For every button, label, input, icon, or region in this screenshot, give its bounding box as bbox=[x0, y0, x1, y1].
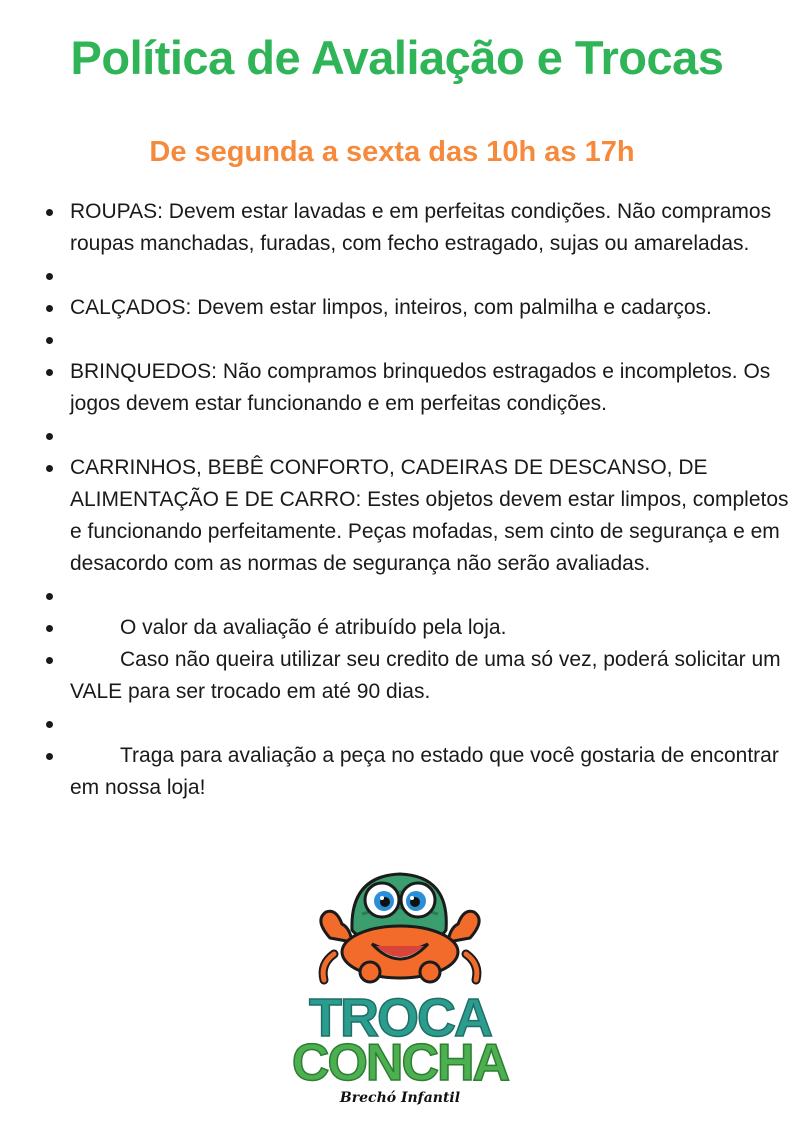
list-item bbox=[70, 292, 794, 324]
opening-hours: De segunda a sexta das 10h as 17h bbox=[149, 136, 635, 168]
list-item bbox=[70, 580, 794, 612]
list-item bbox=[70, 644, 794, 708]
policy-roupas: ROUPAS: Devem estar lavadas e em perfeitas condições. Não compramos roupas manchadas, furadas, com fecho estragado, sujas ou amareladas. bbox=[70, 200, 772, 255]
policy-vale: Caso não queira utilizar seu credito de uma só vez, poderá solicitar um VALE para ser trocado em até 90 dias. bbox=[70, 648, 781, 703]
list-item bbox=[70, 324, 794, 356]
logo-tagline: Brechó Infantil bbox=[339, 1090, 461, 1106]
list-item bbox=[70, 356, 794, 420]
list-item bbox=[70, 612, 794, 644]
logo-concha: CONCHA bbox=[291, 1034, 509, 1092]
list-item bbox=[70, 708, 794, 740]
logo-troca: TROCA bbox=[309, 988, 491, 1048]
list-item bbox=[70, 740, 794, 804]
hermit-crab-icon bbox=[321, 874, 479, 982]
list-item bbox=[70, 452, 794, 580]
troca-concha-logo bbox=[290, 868, 510, 1108]
list-item bbox=[70, 260, 794, 292]
policy-valor: O valor da avaliação é atribuído pela loja. bbox=[120, 616, 507, 639]
list-item bbox=[70, 420, 794, 452]
policy-carrinhos: CARRINHOS, BEBÊ CONFORTO, CADEIRAS DE DESCANSO, DE ALIMENTAÇÃO E DE CARRO: Estes objetos devem estar limpos, completos e funcionando perfeitamente. Peças mofadas, sem cinto de segurança e em desacordo com as normas de segurança não serão avaliadas. bbox=[70, 456, 789, 575]
policy-calcados: CALÇADOS: Devem estar limpos, inteiros, com palmilha e cadarços. bbox=[70, 296, 712, 319]
policy-brinquedos: BRINQUEDOS: Não compramos brinquedos estragados e incompletos. Os jogos devem estar funcionando e em perfeitas condições. bbox=[70, 360, 771, 415]
page-title: Política de Avaliação e Trocas bbox=[70, 31, 724, 84]
list-item bbox=[70, 196, 794, 260]
policy-list bbox=[70, 196, 794, 804]
policy-traga: Traga para avaliação a peça no estado que você gostaria de encontrar em nossa loja! bbox=[70, 744, 779, 799]
